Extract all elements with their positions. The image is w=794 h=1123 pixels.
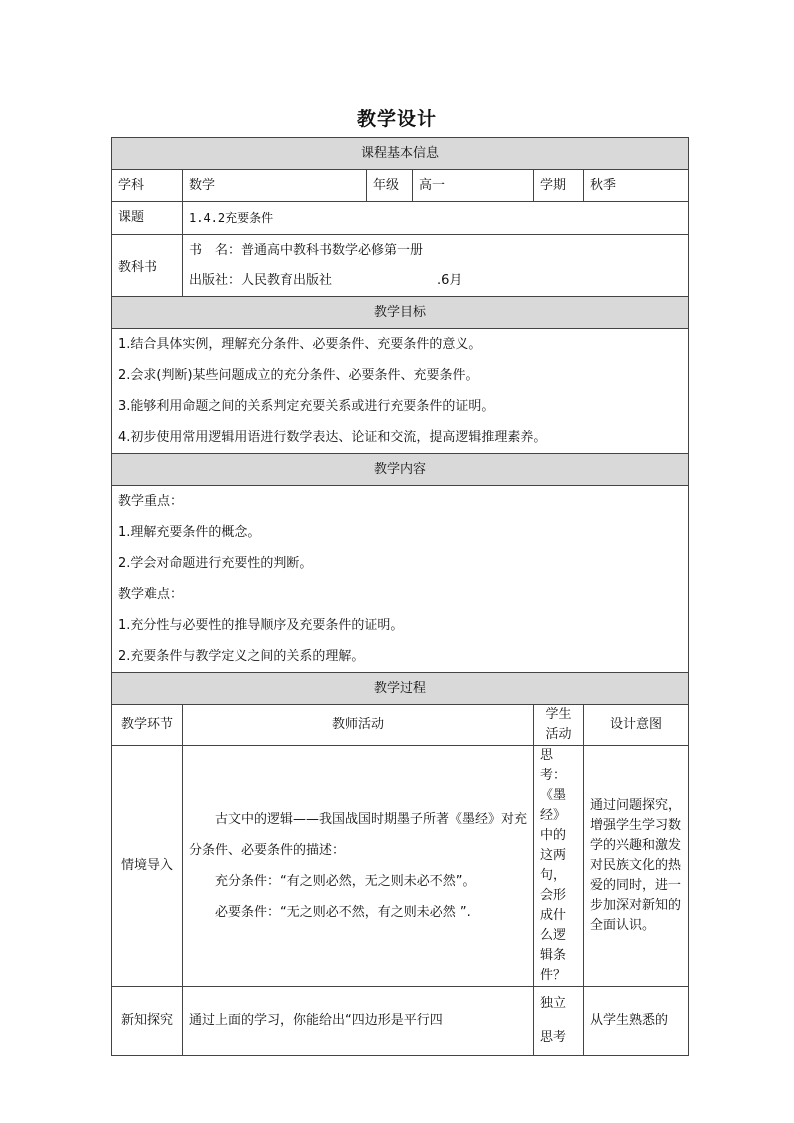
subject-value: 数学 <box>183 170 367 202</box>
process-header-teacher: 教师活动 <box>183 705 534 746</box>
teacher-paragraph: 必要条件：“无之则必不然，有之则未必然 ”. <box>215 905 471 920</box>
publisher-text: 出版社：人民教育出版社 <box>189 273 333 288</box>
grade-value: 高一 <box>413 170 534 202</box>
student-activity-cell: 思考：《墨经》中的这两句，会形成什么逻辑条件？ <box>534 746 584 987</box>
textbook-label: 教科书 <box>112 235 183 297</box>
topic-value: 1.4.2充要条件 <box>183 202 689 235</box>
objective-item: 3.能够利用命题之间的关系判定充要关系或进行充要条件的证明。 <box>118 399 495 414</box>
lesson-plan-table <box>111 137 689 1056</box>
process-row <box>112 987 689 1056</box>
teacher-activity-cell: 通过上面的学习，你能给出“四边形是平行四 <box>183 987 534 1056</box>
grade-label: 年级 <box>367 170 413 202</box>
stage-cell: 新知探究 <box>112 987 183 1056</box>
difficult-point-item: 2.充要条件与教学定义之间的关系的理解。 <box>118 649 365 664</box>
subject-label: 学科 <box>112 170 183 202</box>
term-label: 学期 <box>534 170 584 202</box>
section-header-basic-info: 课程基本信息 <box>112 138 689 170</box>
design-intent-cell: 从学生熟悉的 <box>584 987 689 1056</box>
stage-cell: 情境导入 <box>112 746 183 987</box>
objective-item: 1.结合具体实例，理解充分条件、必要条件、充要条件的意义。 <box>118 337 482 352</box>
section-header-content: 教学内容 <box>112 454 689 486</box>
term-value: 秋季 <box>584 170 689 202</box>
process-header-intent: 设计意图 <box>584 705 689 746</box>
topic-label: 课题 <box>112 202 183 235</box>
teacher-paragraph: 充分条件：“有之则必然，无之则未必不然”。 <box>215 874 476 889</box>
key-point-item: 1.理解充要条件的概念。 <box>118 525 261 540</box>
design-intent-cell: 通过问题探究，增强学生学习数学的兴趣和激发对民族文化的热爱的同时，进一步加深对新知的全面认识。 <box>584 746 689 987</box>
publish-date: .6月 <box>437 273 463 288</box>
key-point-item: 2.学会对命题进行充要性的判断。 <box>118 556 313 571</box>
objective-item: 4.初步使用常用逻辑用语进行数学表达、论证和交流，提高逻辑推理素养。 <box>118 430 547 445</box>
page-title: 教学设计 <box>356 108 437 130</box>
objective-item: 2.会求(判断)某些问题成立的充分条件、必要条件、充要条件。 <box>118 368 479 383</box>
student-activity-cell: 独立思考 <box>534 987 584 1056</box>
process-row <box>112 746 689 987</box>
difficult-point-item: 1.充分性与必要性的推导顺序及充要条件的证明。 <box>118 618 404 633</box>
process-header-student: 学生活动 <box>534 705 584 746</box>
teacher-paragraph: 古文中的逻辑——我国战国时期墨子所著《墨经》对充分条件、必要条件的描述： <box>189 812 528 858</box>
objectives-list <box>112 329 689 454</box>
difficult-points-label: 教学难点： <box>118 587 184 602</box>
teacher-activity-cell <box>183 746 534 987</box>
process-header-stage: 教学环节 <box>112 705 183 746</box>
key-points-label: 教学重点： <box>118 494 184 509</box>
section-header-process: 教学过程 <box>112 673 689 705</box>
section-header-objectives: 教学目标 <box>112 297 689 329</box>
content-list <box>112 486 689 673</box>
publisher-line <box>189 266 682 296</box>
book-name-line: 书 名：普通高中教科书数学必修第一册 <box>189 243 424 258</box>
textbook-info <box>183 235 689 297</box>
